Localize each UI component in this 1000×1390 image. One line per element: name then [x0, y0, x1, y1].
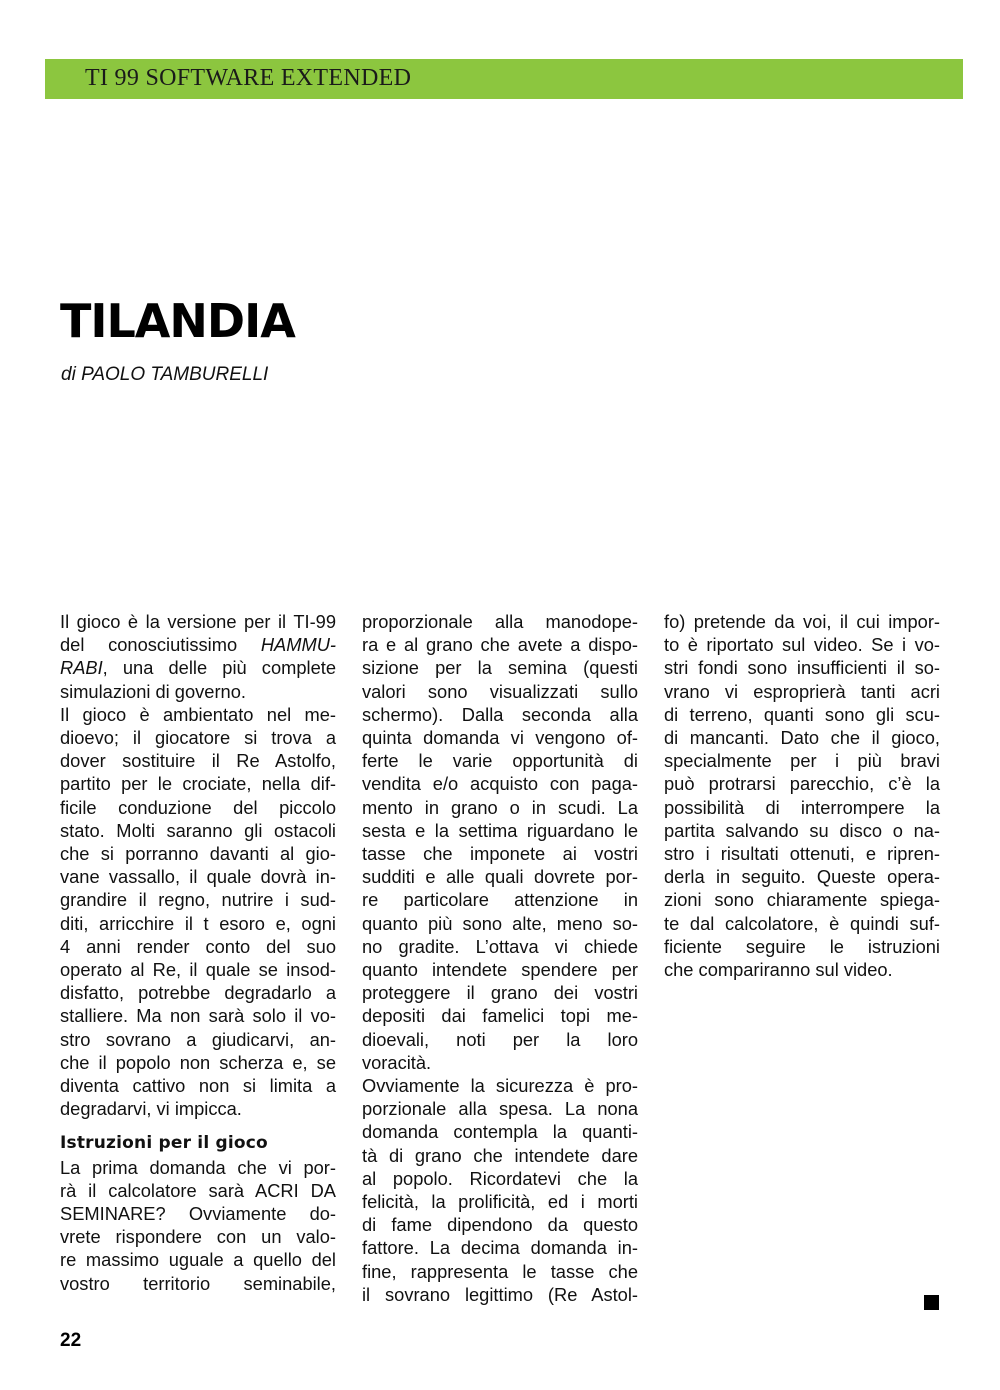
text-line: quanto intendete spendere per: [362, 959, 638, 981]
column-2-body: [362, 610, 638, 1306]
text-line: operato al Re, il quale se insod-: [60, 959, 336, 981]
text-line: partita salvando su disco o na-: [664, 819, 940, 841]
column-1: [60, 610, 336, 1295]
text-line: vrano vi esproprierà tanti acri: [664, 680, 940, 702]
text-line: dioevali, noti per la loro: [362, 1028, 638, 1050]
text-line: re massimo uguale a quello del: [60, 1249, 336, 1271]
text-line: dioevo; il giocatore si trova a: [60, 727, 336, 749]
text-line: tasse che imponete ai vostri: [362, 843, 638, 865]
text-line: valori sono visualizzati sullo: [362, 680, 638, 702]
text-line: zioni sono chiaramente spiega-: [664, 889, 940, 911]
article-author: di PAOLO TAMBURELLI: [61, 364, 269, 385]
text-line: stalliere. Ma non sarà solo il vo-: [60, 1005, 336, 1027]
text-line: felicità, la prolificità, ed i morti: [362, 1191, 638, 1213]
article-title: TILANDIA: [60, 294, 295, 348]
text-line: tà di grano che intendete dare: [362, 1144, 638, 1166]
text-line: vrete rispondere con un valo-: [60, 1226, 336, 1248]
text-line: stro i risultati ottenuti, e ripren-: [664, 843, 940, 865]
text-line: diventa cattivo non si limita a: [60, 1075, 336, 1097]
text-line: to è riportato sul video. Se i vo-: [664, 634, 940, 656]
text-line: del conosciutissimo HAMMU-: [60, 634, 336, 656]
text-line: ficiente seguire le istruzioni: [664, 935, 940, 957]
text-line: disfatto, potrebbe degradarlo a: [60, 982, 336, 1004]
text-line: sudditi e alle quali dovrete por-: [362, 866, 638, 888]
text-line: vane vassallo, il quale dovrà in-: [60, 866, 336, 888]
text-line: re particolare attenzione in: [362, 889, 638, 911]
text-line: proteggere il grano dei vostri: [362, 982, 638, 1004]
text-line: degradarvi, vi impicca.: [60, 1098, 242, 1120]
text-line: dover sostituire il Re Astolfo,: [60, 750, 336, 772]
text-line: stro sovrano a giudicarvi, an-: [60, 1028, 336, 1050]
end-of-article-mark: [924, 1295, 939, 1310]
text-line: 4 anni render conto del suo: [60, 935, 336, 957]
column-1-intro: [60, 610, 336, 1120]
text-line: quinta domanda vi vengono of-: [362, 727, 638, 749]
text-line: Il gioco è la versione per il TI-99: [60, 611, 336, 632]
text-line: di terreno, quanti sono gli scu-: [664, 703, 940, 725]
text-line: diti, arricchire il t esoro e, ogni: [60, 912, 336, 934]
page-number: 22: [60, 1330, 82, 1351]
text-line: fattore. La decima domanda in-: [362, 1237, 638, 1259]
text-line: mento in grano o in scudi. La: [362, 796, 638, 818]
text-line: quanto più sono alte, meno so-: [362, 912, 638, 934]
text-line: derla in seguito. Queste opera-: [664, 866, 940, 888]
text-line: di fame dipendono da questo: [362, 1214, 638, 1236]
text-line: grandire il regno, nutrire i sud-: [60, 889, 336, 911]
text-line: ra e al grano che avete a dispo-: [362, 634, 638, 656]
column-3-body: [664, 610, 940, 981]
running-header: TI 99 SOFTWARE EXTENDED: [85, 65, 412, 91]
text-line: partito per le crociate, nella dif-: [60, 773, 336, 795]
text-line: RABI, una delle più complete: [60, 657, 336, 679]
text-line: simulazioni di governo.: [60, 680, 246, 702]
text-line: di mancanti. Dato che il gioco,: [664, 727, 940, 749]
text-line: ferte le varie opportunità di: [362, 750, 638, 772]
text-line: al popolo. Ricordatevi che la: [362, 1167, 638, 1189]
text-line: può protrarsi parecchio, c’è la: [664, 773, 940, 795]
text-line: depositi dai famelici topi me-: [362, 1005, 638, 1027]
text-line: schermo). Dalla seconda alla: [362, 703, 638, 725]
text-line: ficile conduzione del piccolo: [60, 796, 336, 818]
text-line: fine, rappresenta le tasse che: [362, 1260, 638, 1282]
header-band: [45, 59, 963, 99]
text-line: no gradite. L’ottava vi chiede: [362, 935, 638, 957]
text-line: che il popolo non scherza e, se: [60, 1051, 336, 1073]
text-line: vostro territorio seminabile,: [60, 1272, 336, 1294]
text-line: stato. Molti saranno gli ostacoli: [60, 819, 336, 841]
text-line: SEMINARE? Ovviamente do-: [60, 1203, 336, 1225]
text-line: che si porranno davanti al gio-: [60, 843, 336, 865]
text-line: fo) pretende da voi, il cui impor-: [664, 611, 940, 632]
column-3: [664, 610, 940, 981]
column-1-instructions: [60, 1156, 336, 1295]
text-line: Il gioco è ambientato nel me-: [60, 703, 336, 725]
text-line: te dal calcolatore, è quindi suf-: [664, 912, 940, 934]
text-line: vendita e/o acquisto con paga-: [362, 773, 638, 795]
text-line: porzionale alla spesa. La nona: [362, 1098, 638, 1120]
text-line: La prima domanda che vi por-: [60, 1156, 336, 1178]
text-line: il sovrano legittimo (Re Astol-: [362, 1283, 638, 1305]
text-line: specialmente per i più bravi: [664, 750, 940, 772]
text-line: sesta e la settima riguardano le: [362, 819, 638, 841]
text-line: rà il calcolatore sarà ACRI DA: [60, 1179, 336, 1201]
text-line: che compariranno sul video.: [664, 959, 893, 981]
text-line: proporzionale alla manodope-: [362, 611, 638, 632]
column-2: [362, 610, 638, 1306]
text-line: Ovviamente la sicurezza è pro-: [362, 1075, 638, 1097]
text-line: voracità.: [362, 1051, 432, 1073]
text-line: stri fondi sono insufficienti il so-: [664, 657, 940, 679]
section-heading: Istruzioni per il gioco: [60, 1133, 268, 1154]
text-line: sizione per la semina (questi: [362, 657, 638, 679]
text-line: domanda contempla la quanti-: [362, 1121, 638, 1143]
text-line: possibilità di interrompere la: [664, 796, 940, 818]
